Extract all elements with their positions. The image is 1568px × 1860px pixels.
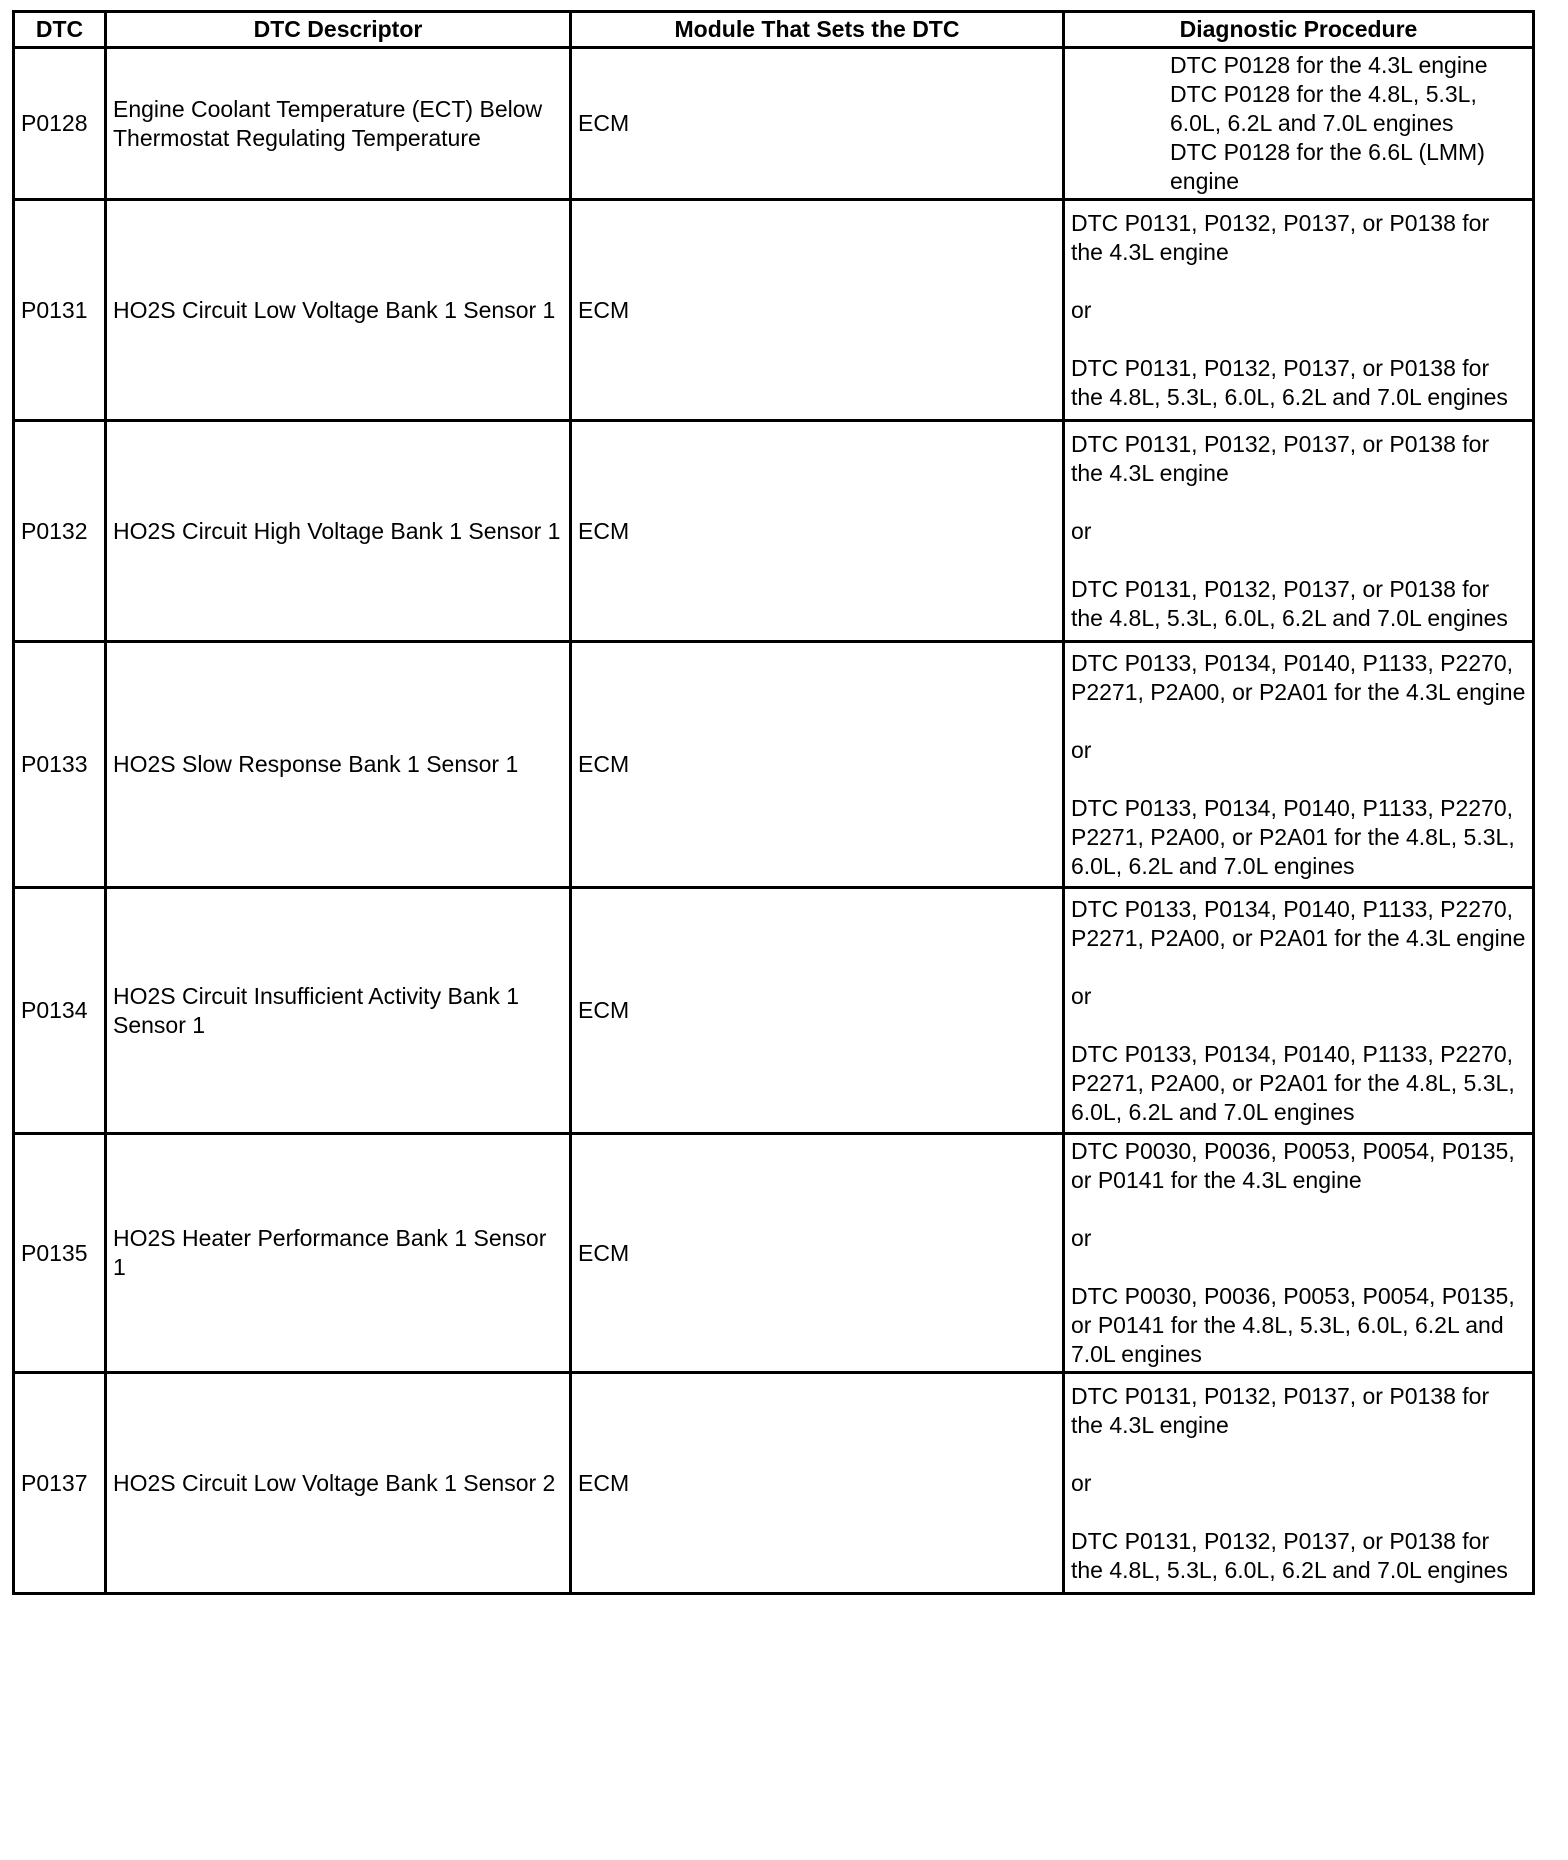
dtc-code: P0132 [14, 421, 106, 642]
procedure-link[interactable]: DTC P0131, P0132, P0137, or P0138 for the 4.3L engine [1071, 430, 1490, 486]
procedure-link[interactable]: DTC P0131, P0132, P0137, or P0138 for the 4.3L engine [1071, 1382, 1490, 1438]
procedure-or: or [1071, 517, 1092, 544]
procedure-link[interactable]: DTC P0131, P0132, P0137, or P0138 for the 4.3L engine [1071, 209, 1490, 265]
diagnostic-procedure [1064, 48, 1534, 200]
dtc-descriptor: HO2S Circuit High Voltage Bank 1 Sensor 1 [106, 421, 571, 642]
diagnostic-procedure [1064, 200, 1534, 421]
procedure-or: or [1071, 982, 1092, 1009]
procedure-or: or [1071, 296, 1092, 323]
header-dtc: DTC [14, 12, 106, 48]
dtc-module: ECM [571, 48, 1064, 200]
table-row [14, 200, 1534, 421]
procedure-link[interactable]: DTC P0131, P0132, P0137, or P0138 for the 4.8L, 5.3L, 6.0L, 6.2L and 7.0L engines [1071, 575, 1508, 631]
diagnostic-procedure [1064, 888, 1534, 1134]
procedure-link[interactable]: DTC P0133, P0134, P0140, P1133, P2270, P2271, P2A00, or P2A01 for the 4.3L engine [1071, 649, 1526, 705]
header-dtc-descriptor: DTC Descriptor [106, 12, 571, 48]
dtc-descriptor: Engine Coolant Temperature (ECT) Below Thermostat Regulating Temperature [106, 48, 571, 200]
dtc-descriptor: HO2S Heater Performance Bank 1 Sensor 1 [106, 1134, 571, 1373]
dtc-code: P0135 [14, 1134, 106, 1373]
procedure-link[interactable]: DTC P0128 for the 4.3L engine [1170, 52, 1488, 78]
procedure-link[interactable]: DTC P0131, P0132, P0137, or P0138 for the 4.8L, 5.3L, 6.0L, 6.2L and 7.0L engines [1071, 1527, 1508, 1583]
table-row [14, 642, 1534, 888]
dtc-descriptor: HO2S Circuit Insufficient Activity Bank 1 Sensor 1 [106, 888, 571, 1134]
dtc-module: ECM [571, 1134, 1064, 1373]
procedure-link[interactable]: DTC P0133, P0134, P0140, P1133, P2270, P2271, P2A00, or P2A01 for the 4.8L, 5.3L, 6.0L, 6.2L and 7.0L engines [1071, 1040, 1515, 1125]
procedure-link[interactable]: DTC P0133, P0134, P0140, P1133, P2270, P2271, P2A00, or P2A01 for the 4.3L engine [1071, 895, 1526, 951]
dtc-table [12, 10, 1535, 1595]
table-row [14, 48, 1534, 200]
dtc-module: ECM [571, 888, 1064, 1134]
procedure-link[interactable]: DTC P0128 for the 4.8L, 5.3L, 6.0L, 6.2L and 7.0L engines [1170, 81, 1477, 136]
dtc-code: P0133 [14, 642, 106, 888]
diagnostic-procedure [1064, 642, 1534, 888]
table-row [14, 1373, 1534, 1594]
procedure-or: or [1071, 1225, 1092, 1251]
dtc-code: P0128 [14, 48, 106, 200]
dtc-descriptor: HO2S Circuit Low Voltage Bank 1 Sensor 1 [106, 200, 571, 421]
procedure-or: or [1071, 736, 1092, 763]
diagnostic-procedure [1064, 421, 1534, 642]
dtc-module: ECM [571, 200, 1064, 421]
table-row [14, 421, 1534, 642]
procedure-link[interactable]: DTC P0133, P0134, P0140, P1133, P2270, P2271, P2A00, or P2A01 for the 4.8L, 5.3L, 6.0L, 6.2L and 7.0L engines [1071, 794, 1515, 879]
dtc-descriptor: HO2S Slow Response Bank 1 Sensor 1 [106, 642, 571, 888]
procedure-link[interactable]: DTC P0131, P0132, P0137, or P0138 for the 4.8L, 5.3L, 6.0L, 6.2L and 7.0L engines [1071, 354, 1508, 410]
procedure-link[interactable]: DTC P0030, P0036, P0053, P0054, P0135, or P0141 for the 4.3L engine [1071, 1138, 1515, 1193]
procedure-or: or [1071, 1469, 1092, 1496]
dtc-code: P0134 [14, 888, 106, 1134]
dtc-code: P0131 [14, 200, 106, 421]
diagnostic-procedure [1064, 1373, 1534, 1594]
table-row [14, 888, 1534, 1134]
procedure-link[interactable]: DTC P0030, P0036, P0053, P0054, P0135, or P0141 for the 4.8L, 5.3L, 6.0L, 6.2L and 7.0L engines [1071, 1283, 1515, 1367]
dtc-module: ECM [571, 1373, 1064, 1594]
dtc-descriptor: HO2S Circuit Low Voltage Bank 1 Sensor 2 [106, 1373, 571, 1594]
diagnostic-procedure [1064, 1134, 1534, 1373]
dtc-module: ECM [571, 642, 1064, 888]
header-diagnostic-procedure: Diagnostic Procedure [1064, 12, 1534, 48]
header-module: Module That Sets the DTC [571, 12, 1064, 48]
table-row [14, 1134, 1534, 1373]
dtc-code: P0137 [14, 1373, 106, 1594]
dtc-module: ECM [571, 421, 1064, 642]
table-header-row [14, 12, 1534, 48]
procedure-link[interactable]: DTC P0128 for the 6.6L (LMM) engine [1170, 139, 1485, 194]
